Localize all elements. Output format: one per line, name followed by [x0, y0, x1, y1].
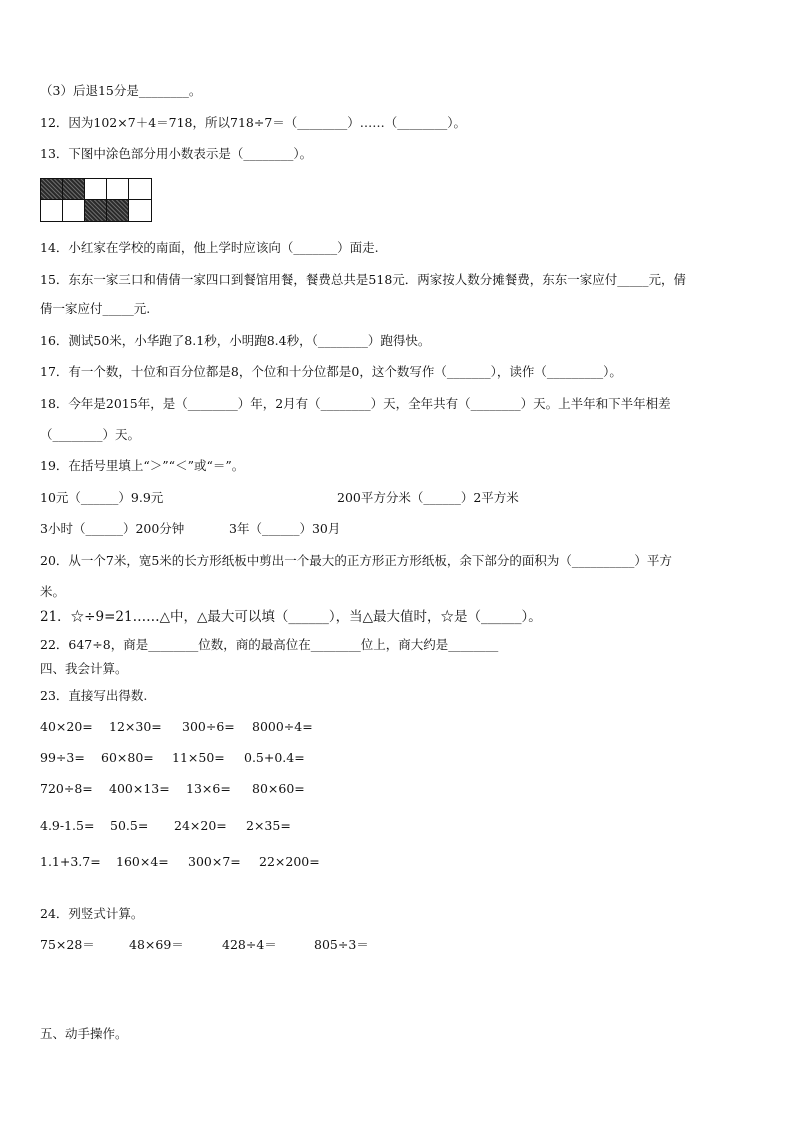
calc-item: 80×60= [252, 781, 305, 796]
calc-item: 50.5= [110, 818, 149, 833]
calc-item: 400×13= [109, 781, 170, 796]
q19-item-2: 200平方分米（______）2平方米 [337, 490, 519, 505]
question-23: 23．直接写出得数. [40, 688, 148, 703]
calc-item: 99÷3= [40, 750, 85, 765]
question-13: 13．下图中涂色部分用小数表示是（________）。 [40, 146, 313, 161]
question-20-line-2: 米。 [40, 584, 66, 599]
calc-item: 1.1+3.7= [40, 854, 101, 869]
calc-item: 13×6= [186, 781, 231, 796]
calc-item: 8000÷4= [252, 719, 313, 734]
question-12: 12．因为102×7＋4＝718，所以718÷7＝（________）……（________）。 [40, 115, 467, 130]
calc-item: 300÷6= [182, 719, 235, 734]
q19-item-3: 3小时（______）200分钟 [40, 521, 185, 536]
question-11-part-3: （3）后退15分是________。 [40, 83, 202, 98]
question-19: 19．在括号里填上“＞”“＜”或“＝”。 [40, 458, 245, 473]
question-18-line-1: 18．今年是2015年，是（________）年，2月有（________）天，全年共有（________）天。上半年和下半年相差 [40, 396, 671, 411]
question-16: 16．测试50米，小华跑了8.1秒，小明跑8.4秒，（________）跑得快。 [40, 333, 431, 348]
calc-item: 2×35= [246, 818, 291, 833]
question-17: 17．有一个数，十位和百分位都是8，个位和十分位都是0，这个数写作（_______），读作（_________）。 [40, 364, 622, 379]
q19-item-4: 3年（______）30月 [229, 521, 341, 536]
vertical-calc-item: 48×69＝ [129, 937, 184, 952]
question-14: 14．小红家在学校的南面，他上学时应该向（_______）面走. [40, 240, 379, 255]
grid-cell-empty [106, 178, 130, 201]
calc-item: 300×7= [188, 854, 241, 869]
calc-item: 0.5+0.4= [244, 750, 305, 765]
calc-item: 160×4= [116, 854, 169, 869]
grid-cell-empty [40, 199, 64, 222]
question-15-line-2: 倩一家应付_____元. [40, 301, 151, 316]
section-5-heading: 五、动手操作。 [40, 1026, 128, 1041]
calc-item: 40×20= [40, 719, 93, 734]
section-4-heading: 四、我会计算。 [40, 661, 128, 676]
shaded-grid-figure [40, 178, 150, 220]
calc-item: 22×200= [259, 854, 320, 869]
question-24: 24．列竖式计算。 [40, 906, 144, 921]
question-22: 22．647÷8，商是________位数，商的最高位在________位上，商大约是________ [40, 637, 499, 652]
q19-item-1: 10元（______）9.9元 [40, 490, 164, 505]
question-20-line-1: 20．从一个7米，宽5米的长方形纸板中剪出一个最大的正方形正方形纸板，余下部分的面积为（__________）平方 [40, 553, 672, 568]
grid-cell-empty [128, 178, 152, 201]
calc-item: 4.9-1.5= [40, 818, 95, 833]
question-15-line-1: 15．东东一家三口和倩倩一家四口到餐馆用餐，餐费总共是518元．两家按人数分摊餐费，东东一家应付_____元，倩 [40, 272, 687, 287]
question-18-line-2: （________）天。 [40, 427, 141, 442]
grid-cell-shaded [40, 178, 64, 201]
calc-item: 12×30= [109, 719, 162, 734]
grid-cell-empty [128, 199, 152, 222]
calc-item: 11×50= [172, 750, 225, 765]
vertical-calc-item: 428÷4＝ [222, 937, 277, 952]
calc-item: 24×20= [174, 818, 227, 833]
calc-item: 60×80= [101, 750, 154, 765]
calc-item: 720÷8= [40, 781, 93, 796]
grid-cell-shaded [62, 178, 86, 201]
question-21: 21．☆÷9=21……△中，△最大可以填（______），当△最大值时，☆是（______）。 [40, 609, 542, 625]
vertical-calc-item: 805÷3＝ [314, 937, 369, 952]
grid-cell-shaded [84, 199, 108, 222]
grid-cell-empty [84, 178, 108, 201]
vertical-calc-item: 75×28＝ [40, 937, 95, 952]
grid-cell-empty [62, 199, 86, 222]
grid-cell-shaded [106, 199, 130, 222]
